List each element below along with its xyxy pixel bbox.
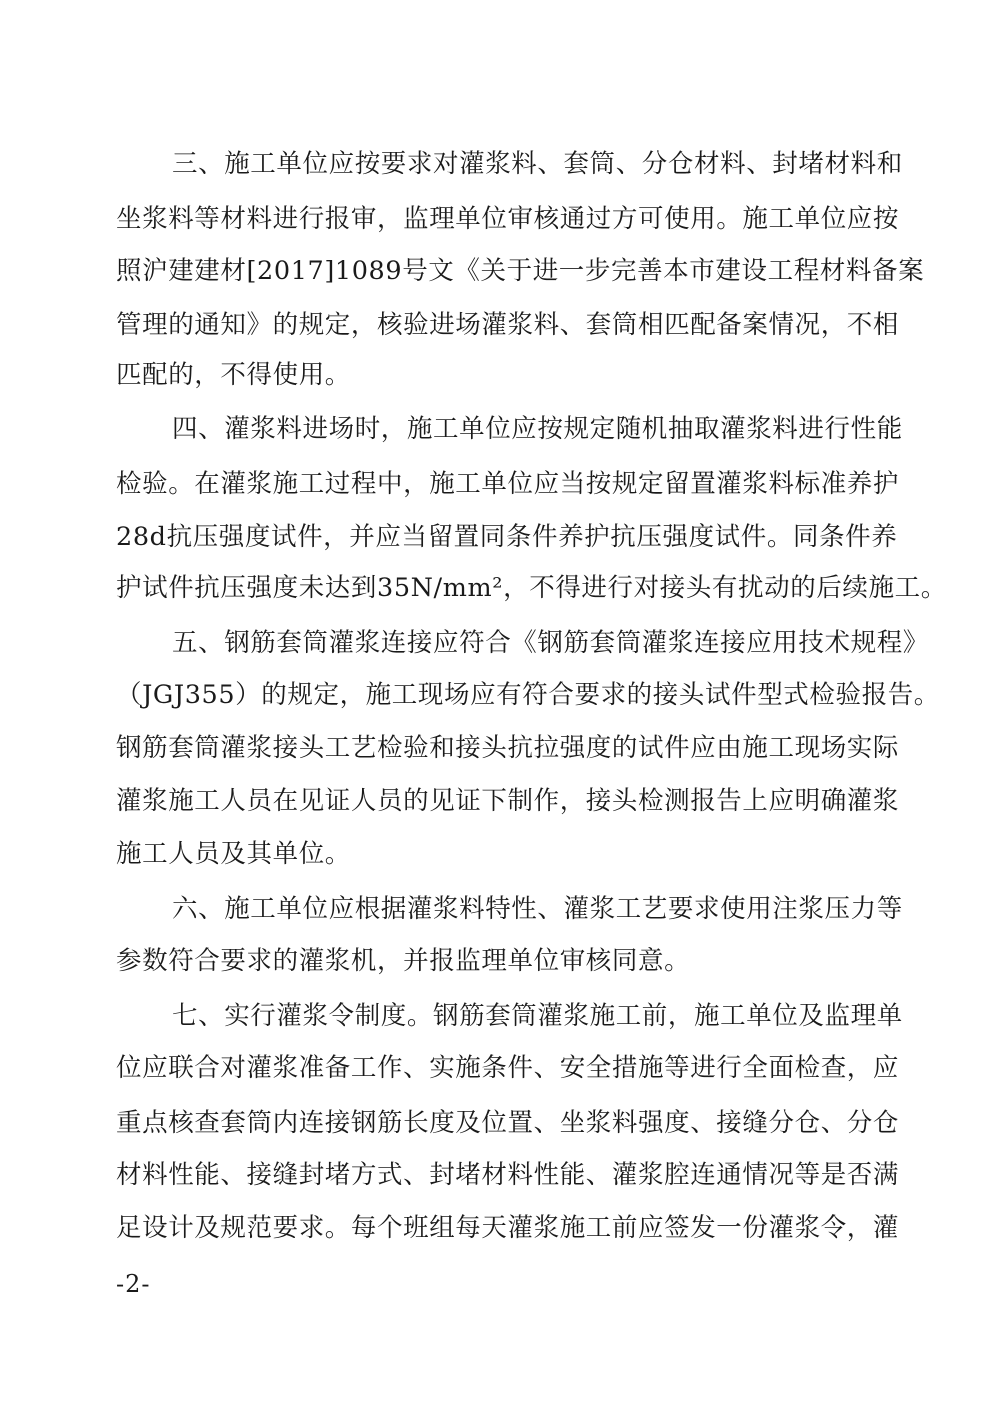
- paragraph-3-line-5: 匹配的，不得使用。: [116, 360, 351, 390]
- paragraph-5-line-3: 钢筋套筒灌浆接头工艺检验和接头抗拉强度的试件应由施工现场实际: [116, 733, 900, 763]
- paragraph-5-line-4: 灌浆施工人员在见证人员的见证下制作，接头检测报告上应明确灌浆: [116, 786, 900, 816]
- paragraph-7-line-3: 重点核查套筒内连接钢筋长度及位置、坐浆料强度、接缝分仓、分仓: [116, 1108, 900, 1138]
- paragraph-5-line-5: 施工人员及其单位。: [116, 839, 351, 869]
- paragraph-4-line-4: 护试件抗压强度未达到35N/mm²，不得进行对接头有扰动的后续施工。: [116, 573, 947, 603]
- paragraph-5-line-1: 五、钢筋套筒灌浆连接应符合《钢筋套筒灌浆连接应用技术规程》: [172, 628, 929, 658]
- paragraph-6-line-2: 参数符合要求的灌浆机，并报监理单位审核同意。: [116, 946, 691, 976]
- paragraph-4-line-2: 检验。在灌浆施工过程中，施工单位应当按规定留置灌浆料标准养护: [116, 469, 900, 499]
- paragraph-7-line-4: 材料性能、接缝封堵方式、封堵材料性能、灌浆腔连通情况等是否满: [116, 1160, 900, 1190]
- paragraph-3-line-3: 照沪建建材[2017]1089号文《关于进一步完善本市建设工程材料备案: [116, 256, 925, 286]
- paragraph-7-line-2: 位应联合对灌浆准备工作、实施条件、安全措施等进行全面检查，应: [116, 1053, 900, 1083]
- paragraph-5-line-2: （JGJ355）的规定，施工现场应有符合要求的接头试件型式检验报告。: [116, 680, 940, 710]
- paragraph-3-line-1: 三、施工单位应按要求对灌浆料、套筒、分仓材料、封堵材料和: [172, 149, 903, 179]
- paragraph-6-line-1: 六、施工单位应根据灌浆料特性、灌浆工艺要求使用注浆压力等: [172, 894, 903, 924]
- page-number: -2-: [116, 1270, 151, 1298]
- paragraph-4-line-1: 四、灌浆料进场时，施工单位应按规定随机抽取灌浆料进行性能: [172, 414, 903, 444]
- paragraph-4-line-3: 28d抗压强度试件，并应当留置同条件养护抗压强度试件。同条件养: [116, 522, 898, 552]
- paragraph-7-line-5: 足设计及规范要求。每个班组每天灌浆施工前应签发一份灌浆令，灌: [116, 1213, 900, 1243]
- paragraph-3-line-4: 管理的通知》的规定，核验进场灌浆料、套筒相匹配备案情况，不相: [116, 310, 900, 340]
- paragraph-7-line-1: 七、实行灌浆令制度。钢筋套筒灌浆施工前，施工单位及监理单: [172, 1001, 903, 1031]
- paragraph-3-line-2: 坐浆料等材料进行报审，监理单位审核通过方可使用。施工单位应按: [116, 204, 900, 234]
